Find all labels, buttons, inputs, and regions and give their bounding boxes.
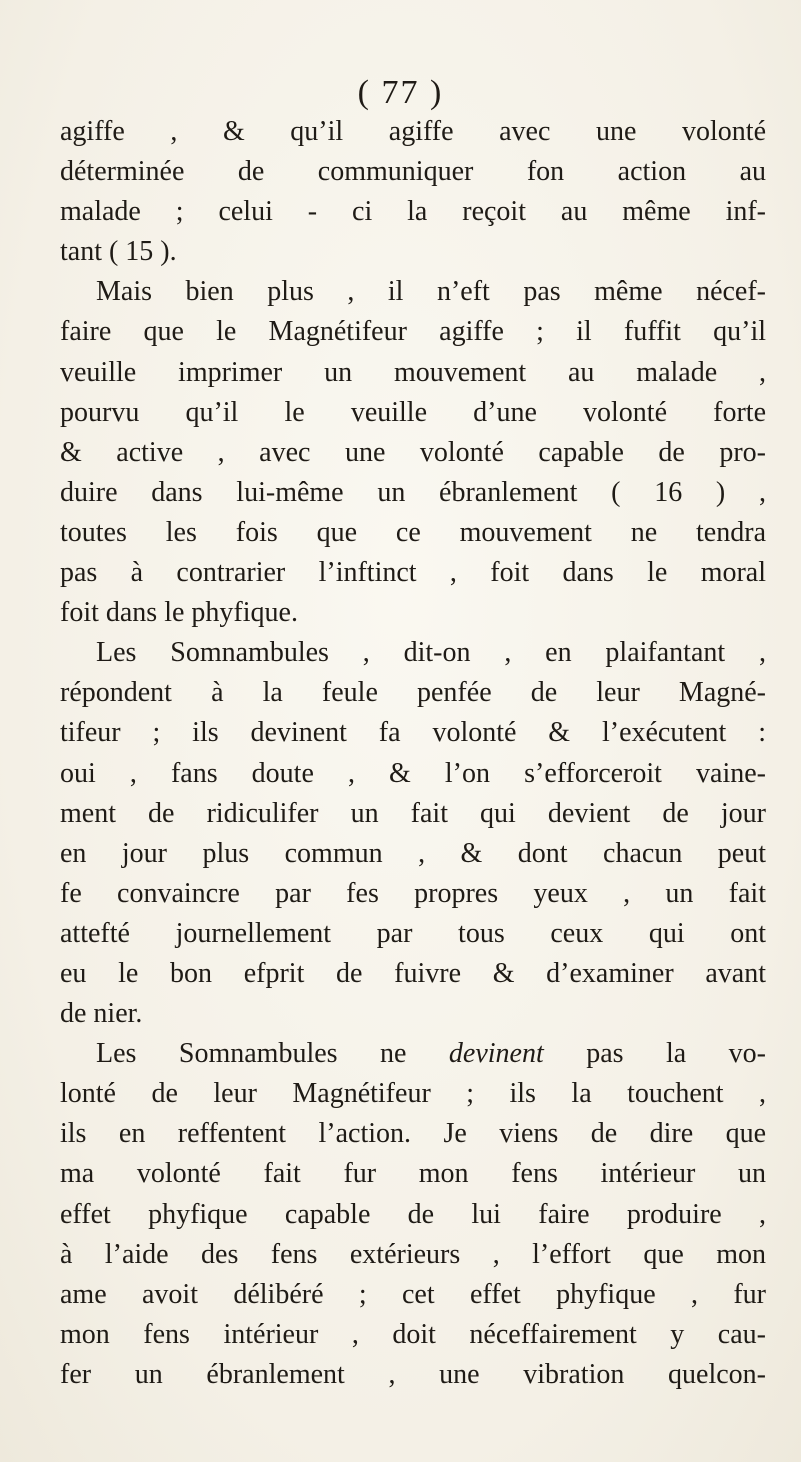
text-line: ils en reffentent l’action. Je viens de dire que <box>60 1118 766 1150</box>
italic-word: devinent <box>448 1038 544 1070</box>
text-segment: Les Somnambules ne <box>96 1038 449 1070</box>
text-line: foit dans le phyfique. <box>60 597 298 629</box>
text-line: faire que le Magnétifeur agiffe ; il fuffit qu’il <box>60 316 766 348</box>
text-line: mon fens intérieur , doit néceffairement y cau- <box>60 1318 766 1350</box>
page-number: ( 77 ) <box>357 74 444 111</box>
text-line: en jour plus commun , & dont chacun peut <box>60 837 766 869</box>
text-line: veuille imprimer un mouvement au malade , <box>60 356 766 388</box>
text-line: répondent à la feule penfée de leur Magné- <box>60 677 766 709</box>
text-line: pourvu qu’il le veuille d’une volonté forte <box>60 396 766 428</box>
text-line: fe convaincre par fes propres yeux , un fait <box>60 877 766 909</box>
body-text <box>60 112 766 1395</box>
text-line: duire dans lui-même un ébranlement ( 16 ) , <box>60 476 766 508</box>
text-line: ame avoit délibéré ; cet effet phyfique , fur <box>60 1278 766 1310</box>
text-line: fer un ébranlement , une vibration quelcon- <box>60 1358 766 1390</box>
text-line: eu le bon efprit de fuivre & d’examiner avant <box>60 957 766 989</box>
text-line: lonté de leur Magnétifeur ; ils la touchent , <box>60 1078 766 1110</box>
text-line <box>60 1034 766 1074</box>
text-line: ma volonté fait fur mon fens intérieur un <box>60 1158 766 1190</box>
text-line: tant ( 15 ). <box>60 236 177 268</box>
text-line: tifeur ; ils devinent fa volonté & l’exécutent : <box>60 717 766 749</box>
text-line: malade ; celui - ci la reçoit au même inf- <box>60 196 766 228</box>
text-line: & active , avec une volonté capable de pro- <box>60 436 766 468</box>
text-line: de nier. <box>60 998 143 1030</box>
text-line: toutes les fois que ce mouvement ne tendra <box>60 516 766 548</box>
text-line: Mais bien plus , il n’eft pas même nécef- <box>96 276 766 308</box>
text-line: ment de ridiculifer un fait qui devient de jour <box>60 797 766 829</box>
text-line: à l’aide des fens extérieurs , l’effort que mon <box>60 1238 766 1270</box>
text-line: agiffe , & qu’il agiffe avec une volonté <box>60 116 766 147</box>
text-line: attefté journellement par tous ceux qui ont <box>60 917 766 949</box>
text-segment: pas la vo- <box>543 1038 766 1070</box>
text-line: pas à contrarier l’inftinct , foit dans le moral <box>60 557 766 589</box>
text-line: oui , fans doute , & l’on s’efforceroit vaine- <box>60 757 766 789</box>
text-line: déterminée de communiquer fon action au <box>60 156 766 188</box>
text-line: effet phyfique capable de lui faire produire , <box>60 1198 766 1230</box>
text-line: Les Somnambules , dit-on , en plaifantant , <box>96 637 766 669</box>
